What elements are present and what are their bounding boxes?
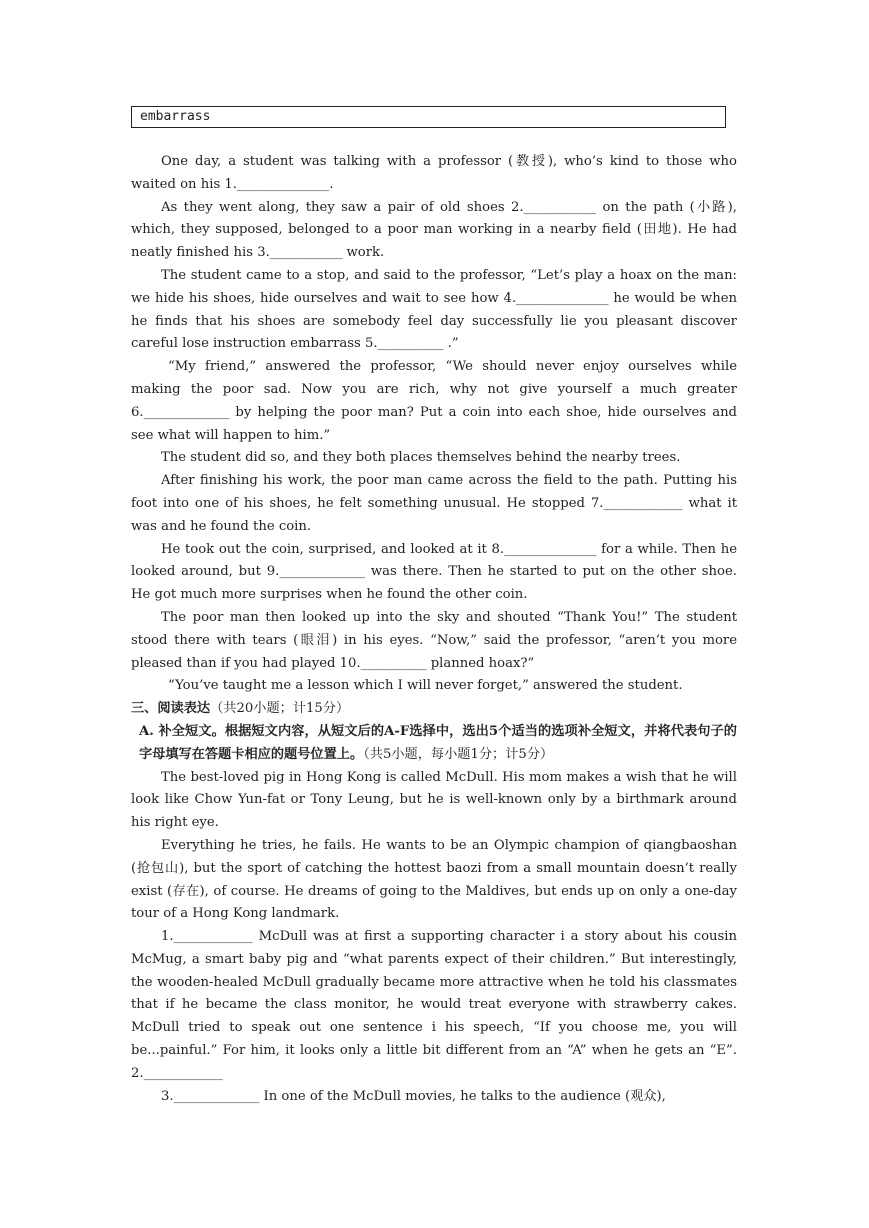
instruction-points: （共5小题，每小题1分；计5分） xyxy=(363,746,554,762)
paragraph: He took out the coin, surprised, and looked at it 8.______________ for a while. Then he looked around, but 9._____________ was there. Then he started to put on the other shoe. He got much more surprises when he found the other coin. xyxy=(131,541,737,603)
paragraph: “My friend,” answered the professor, “We should never enjoy ourselves while making the poor sad. Now you are rich, why not give yourself a much greater 6._____________ by helping the poor man? Put a coin into each shoe, hide ourselves and see what will happen to him.” xyxy=(131,359,737,443)
paragraph: As they went along, they saw a pair of old shoes 2.___________ on the path (小路), which, they supposed, belonged to a poor man working in a nearby field (田地). He had neatly finished his 3.___________ work. xyxy=(131,199,737,261)
section-heading xyxy=(131,698,737,721)
paragraph: Everything he tries, he fails. He wants to be an Olympic champion of qiangbaoshan (抢包山), but the sport of catching the hottest baozi from a small mountain doesn’t really exist (存在), of course. He dreams of going to the Maldives, but ends up on only a one-day tour of a Hong Kong landmark. xyxy=(131,837,737,922)
paragraph: The best-loved pig in Hong Kong is called McDull. His mom makes a wish that he will look like Chow Yun-fat or Tony Leung, but he is well-known only by a birthmark around his right eye. xyxy=(131,769,737,831)
paragraph: One day, a student was talking with a professor (教授), who’s kind to those who waited on his 1.______________. xyxy=(131,154,737,192)
paragraph: The student did so, and they both places themselves behind the nearby trees. xyxy=(161,450,681,466)
document-body xyxy=(131,151,737,1108)
paragraph: 3._____________ In one of the McDull movies, he talks to the audience (观众), xyxy=(161,1088,666,1104)
paragraph: The poor man then looked up into the sky and shouted “Thank You!” The student stood there with tears (眼泪) in his eyes. “Now,” said the professor, “aren’t you more pleased than if you had played 10.__________ planned hoax?” xyxy=(131,609,737,671)
section-points: （共20小题；计15分） xyxy=(210,701,350,717)
section-title: 三、阅读表达 xyxy=(131,701,211,717)
instruction-text: A. 补全短文。根据短文内容，从短文后的A-F选择中，选出5个适当的选项补全短文，并将代表句子的字母填写在答题卡相应的题号位置上。 xyxy=(139,723,737,762)
paragraph: “You’ve taught me a lesson which I will never forget,” answered the student. xyxy=(168,678,683,694)
section-instruction xyxy=(131,721,737,767)
word-bank-box: embarrass xyxy=(131,106,726,128)
paragraph: After finishing his work, the poor man came across the field to the path. Putting his foot into one of his shoes, he felt something unusual. He stopped 7.____________ what it was and he found the coin. xyxy=(131,473,737,534)
paragraph: 1.____________ McDull was at first a supporting character i a story about his cousin McMug, a smart baby pig and “what parents expect of their children.” But interestingly, the wooden-healed McDull gradually became more attractive when he told his classmates that if he became the class monitor, he would treat everyone with strawberry cakes. McDull tried to speak out one sentence i his speech, “If you choose me, you will be...painful.” For him, it looks only a little bit different from an “A” when he gets an “E”. 2.____________ xyxy=(131,929,737,1081)
paragraph: The student came to a stop, and said to the professor, “Let’s play a hoax on the man: we hide his shoes, hide ourselves and wait to see how 4.______________ he would be when he finds that his shoes are somebody feel day successfully lie you pleasant discover careful lose instruction embarrass 5.__________ .” xyxy=(131,267,737,352)
